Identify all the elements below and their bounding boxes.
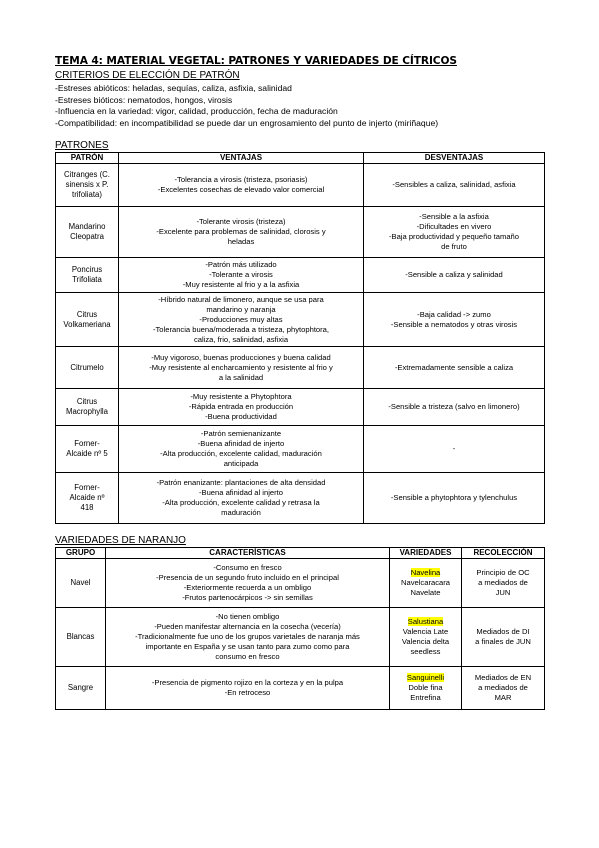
cell-line: -Patrón enanizante: plantaciones de alta densidad — [156, 478, 326, 487]
table-row — [56, 473, 545, 524]
desventajas-cell — [364, 389, 545, 426]
cell-line: Mediados de EN — [474, 673, 532, 682]
cell-line: Doble fina — [408, 683, 443, 692]
ventajas-cell — [119, 293, 364, 347]
cell-line: Navelate — [410, 588, 441, 597]
ventajas-cell — [119, 473, 364, 524]
table-row — [56, 164, 545, 207]
cell-line: -Dificultades en vivero — [416, 222, 492, 231]
cell-line: -Muy resistente al frio y a la asfixia — [182, 280, 300, 289]
cell-line: -Pueden manifestar alternancia en la cosecha (vecería) — [154, 622, 341, 631]
cell-line: importante en España y se usan tanto para zumo como para — [145, 642, 350, 651]
patron-cell — [56, 258, 119, 293]
cell-line: de fruto — [441, 242, 467, 251]
cell-line: Citrumelo — [70, 362, 104, 372]
cell-line: -Excelente para problemas de salinidad, clorosis y — [156, 227, 326, 236]
cell-line: -Presencia de pigmento rojizo en la corteza y en la pulpa — [151, 678, 344, 687]
cell-line: Alcaide nº — [69, 493, 105, 502]
cell-line: -Muy vigoroso, buenas producciones y buena calidad — [151, 352, 331, 362]
criterio-line: -Estreses bióticos: nematodos, hongos, virosis — [55, 94, 233, 105]
cell-line: -Tolerancia a virosis (tristeza, psoriasis) — [174, 175, 308, 184]
patron-cell — [56, 389, 119, 426]
desventajas-cell — [364, 293, 545, 347]
cell-line: consumo en fresco — [215, 652, 280, 661]
cell-line: Principio de OC — [476, 568, 530, 577]
table-row — [56, 293, 545, 347]
patron-cell — [56, 347, 119, 389]
cell-line: Trifoliata — [72, 275, 102, 284]
cell-line: Citrus — [76, 309, 98, 319]
cell-line — [392, 617, 459, 627]
column-header-patron: PATRÓN — [56, 153, 119, 164]
cell-line: -Buena afinidad al injerto — [198, 488, 283, 497]
cell-line: -Tolerante a virosis — [209, 270, 273, 279]
cell-line: -Sensible a nematodos y otras virosis — [390, 319, 518, 329]
table-row — [56, 608, 545, 667]
column-header-grupo: GRUPO — [56, 548, 106, 559]
desventajas-cell — [364, 473, 545, 524]
desventajas-cell — [364, 164, 545, 207]
cell-line: -Buena afinidad de injerto — [197, 439, 285, 448]
cell-line: Mediados de DI — [476, 627, 530, 636]
recoleccion-cell — [462, 559, 545, 608]
naranjo-heading: VARIEDADES DE NARANJO — [55, 535, 186, 546]
cell-line: Valencia delta — [401, 637, 450, 646]
cell-line: Forner- — [74, 483, 100, 492]
ventajas-cell — [119, 207, 364, 258]
recoleccion-cell — [462, 667, 545, 710]
desventajas-cell — [364, 258, 545, 293]
cell-line: sinensis x P. — [65, 180, 109, 189]
table-row — [56, 347, 545, 389]
cell-line: -Patrón semienanizante — [200, 429, 282, 438]
cell-line: JUN — [495, 588, 511, 597]
column-header-ventajas: VENTAJAS — [119, 153, 364, 164]
column-header-caracteristicas: CARACTERÍSTICAS — [106, 548, 390, 559]
cell-line: caliza, frio, salinidad, asfixia — [193, 334, 289, 344]
cell-line: -Consumo en fresco — [213, 563, 282, 572]
cell-line: -Alta producción, excelente calidad, maduración — [160, 449, 322, 458]
criterio-line: -Estreses abióticos: heladas, sequías, caliza, asfixia, salinidad — [55, 83, 292, 93]
cell-line: -Patrón más utilizado — [205, 260, 277, 269]
highlighted-variety: Sanguinelli — [406, 673, 445, 682]
criterio-line: -Influencia en la variedad: vigor, calidad, producción, fecha de maduración — [55, 106, 338, 116]
table-row — [56, 207, 545, 258]
cell-line: -Tolerante virosis (tristeza) — [196, 217, 286, 226]
cell-line: -Muy resistente a Phytophtora — [190, 392, 292, 401]
variedades-cell — [390, 667, 462, 710]
cell-line: -No tienen ombligo — [215, 612, 280, 621]
cell-line: -Sensible a caliza y salinidad — [405, 270, 503, 279]
cell-line: Citranges (C. — [64, 170, 110, 179]
cell-line — [392, 673, 459, 683]
caracteristicas-cell — [106, 608, 390, 667]
cell-line: -Muy resistente al encharcamiento y resistente al frio y — [149, 362, 333, 372]
recoleccion-cell — [462, 608, 545, 667]
table-row — [56, 389, 545, 426]
patrones-heading: PATRONES — [55, 140, 109, 151]
cell-line: -Exteriormente recuerda a un ombligo — [183, 583, 312, 592]
ventajas-cell — [119, 347, 364, 389]
cell-line: -Tradicionalmente fue uno de los grupos varietales de naranja más — [135, 632, 360, 641]
column-header-desventajas: DESVENTAJAS — [364, 153, 545, 164]
cell-line: Cleopatra — [70, 232, 104, 241]
cell-line: -Alta producción, excelente calidad y retrasa la — [162, 498, 320, 507]
cell-line: Entrefina — [410, 693, 441, 702]
cell-line: -Presencia de un segundo fruto incluido en el principal — [156, 573, 339, 582]
document-page — [55, 55, 545, 710]
cell-line: - — [452, 444, 456, 453]
cell-line: -Híbrido natural de limonero, aunque se usa para — [158, 294, 324, 304]
cell-line: a finales de JUN — [475, 637, 531, 646]
table-header-row — [56, 153, 545, 164]
variedades-cell — [390, 559, 462, 608]
cell-line: Forner- — [74, 439, 100, 448]
cell-line: -Sensible a phytophtora y tylenchulus — [390, 493, 518, 502]
criterios-heading: CRITERIOS DE ELECCIÓN DE PATRÓN — [55, 70, 240, 81]
ventajas-cell — [119, 389, 364, 426]
patron-cell — [56, 426, 119, 473]
grupo-cell: Blancas — [56, 608, 106, 667]
cell-line: -Rápida entrada en producción — [188, 402, 294, 411]
highlighted-variety: Navelina — [410, 568, 441, 577]
cell-line — [392, 568, 459, 578]
cell-line: a mediados de — [478, 683, 528, 692]
cell-line: -Producciones muy altas — [199, 314, 283, 324]
cell-line: Volkameriana — [63, 319, 111, 329]
cell-line: Alcaide nº 5 — [66, 449, 108, 458]
cell-line: -En retroceso — [224, 688, 271, 697]
cell-line: Mandarino — [68, 222, 106, 231]
patron-cell — [56, 473, 119, 524]
criterios-list — [55, 83, 545, 129]
cell-line: -Tolerancia buena/moderada a tristeza, phytophtora, — [152, 324, 330, 334]
grupo-cell: Navel — [56, 559, 106, 608]
table-row — [56, 559, 545, 608]
desventajas-cell — [364, 207, 545, 258]
cell-line: -Sensible a tristeza (salvo en limonero) — [388, 402, 520, 411]
variedades-cell — [390, 608, 462, 667]
cell-line: Valencia Late — [402, 627, 449, 636]
caracteristicas-cell — [106, 667, 390, 710]
caracteristicas-cell — [106, 559, 390, 608]
patrones-table — [55, 152, 545, 524]
cell-line: -Excelentes cosechas de elevado valor comercial — [157, 185, 325, 194]
desventajas-cell — [364, 426, 545, 473]
column-header-recoleccion: RECOLECCIÓN — [462, 548, 545, 559]
naranjo-table — [55, 547, 545, 710]
cell-line: mandarino y naranja — [206, 304, 276, 314]
cell-line: Poncirus — [71, 265, 103, 274]
ventajas-cell — [119, 164, 364, 207]
cell-line: -Frutos partenocárpicos -> sin semillas — [182, 593, 313, 602]
cell-line: -Sensibles a caliza, salinidad, asfixia — [392, 180, 516, 189]
cell-line: a mediados de — [478, 578, 528, 587]
cell-line: -Baja productividad y pequeño tamaño — [388, 232, 520, 241]
cell-line: -Sensible a la asfixia — [419, 212, 489, 221]
cell-line: seedless — [410, 647, 441, 656]
column-header-variedades: VARIEDADES — [390, 548, 462, 559]
table-header-row — [56, 548, 545, 559]
desventajas-cell — [364, 347, 545, 389]
patron-cell — [56, 164, 119, 207]
cell-line: a la salinidad — [218, 372, 264, 382]
cell-line: -Buena productividad — [205, 412, 277, 421]
grupo-cell: Sangre — [56, 667, 106, 710]
table-row — [56, 258, 545, 293]
criterio-line: -Compatibilidad: en incompatibilidad se puede dar un engrosamiento del punto de injerto (miriñaque) — [55, 117, 439, 128]
cell-line: MAR — [494, 693, 512, 702]
cell-line: maduración — [221, 508, 261, 517]
highlighted-variety: Salustiana — [407, 617, 444, 626]
ventajas-cell — [119, 426, 364, 473]
cell-line: -Baja calidad -> zumo — [417, 309, 491, 319]
cell-line: heladas — [227, 237, 255, 246]
cell-line: Macrophylla — [65, 407, 109, 416]
cell-line: trifoliata) — [72, 190, 102, 199]
cell-line: Citrus — [76, 397, 98, 406]
cell-line: anticipada — [223, 459, 259, 468]
cell-line: -Extremadamente sensible a caliza — [394, 362, 514, 372]
cell-line: 418 — [80, 503, 94, 512]
table-row — [56, 667, 545, 710]
patron-cell — [56, 207, 119, 258]
patron-cell — [56, 293, 119, 347]
ventajas-cell — [119, 258, 364, 293]
page-title: TEMA 4: MATERIAL VEGETAL: PATRONES Y VARIEDADES DE CÍTRICOS — [55, 55, 457, 67]
table-row — [56, 426, 545, 473]
cell-line: Navelcaracara — [401, 578, 450, 587]
